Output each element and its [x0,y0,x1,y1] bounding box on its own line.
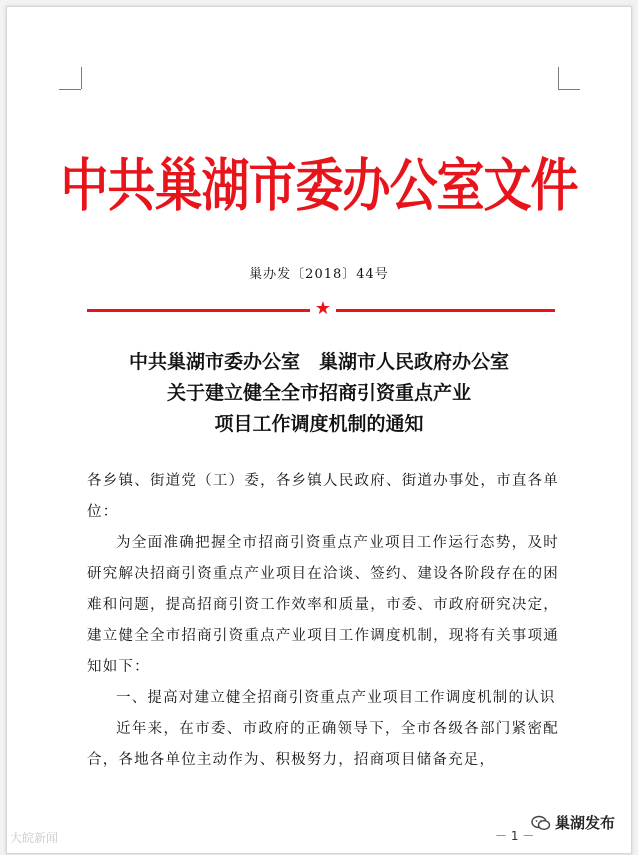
salutation: 各乡镇、街道党（工）委，各乡镇人民政府、街道办事处，市直各单位： [87,473,559,520]
watermark-left: 大皖新闻 [10,831,59,845]
crop-mark-top-left-h [59,89,81,90]
crop-mark-top-right-v [558,67,559,89]
notice-title [7,347,631,440]
watermark-right-text: 巢湖发布 [555,814,616,832]
wechat-icon [531,815,551,831]
notice-title-line-3: 项目工作调度机制的通知 [214,413,424,435]
document-number: 巢办发〔2018〕44号 [249,267,389,282]
watermark-right [531,812,615,833]
section-1-heading: 一、提高对建立健全招商引资重点产业项目工作调度机制的认识 [116,690,556,706]
page-number: － 1 － [495,829,535,843]
notice-title-line-2: 关于建立健全全市招商引资重点产业 [166,382,471,404]
crop-mark-top-left-v [81,67,82,89]
document-page [6,6,632,854]
paragraph-intro: 为全面准确把握全市招商引资重点产业项目工作运行态势，及时研究解决招商引资重点产业项目在洽谈、签约、建设各阶段存在的困难和问题，提高招商引资工作效率和质量，市委、市政府研究决定，建立健全全市招商引资重点产业项目工作调度机制，现将有关事项通知如下： [87,535,559,675]
red-rule-left [87,309,310,312]
document-body [87,466,559,776]
notice-title-line-1: 中共巢湖市委办公室 巢湖市人民政府办公室 [128,351,509,373]
red-star-icon: ★ [314,298,332,319]
paragraph-2: 近年来，在市委、市政府的正确领导下，全市各级各部门紧密配合，各地各单位主动作为、积极努力，招商项目储备充足， [87,721,559,768]
crop-mark-top-right-h [558,89,580,90]
red-header-title: 中共巢湖市委办公室文件 [60,152,578,219]
red-rule-right [336,309,555,312]
